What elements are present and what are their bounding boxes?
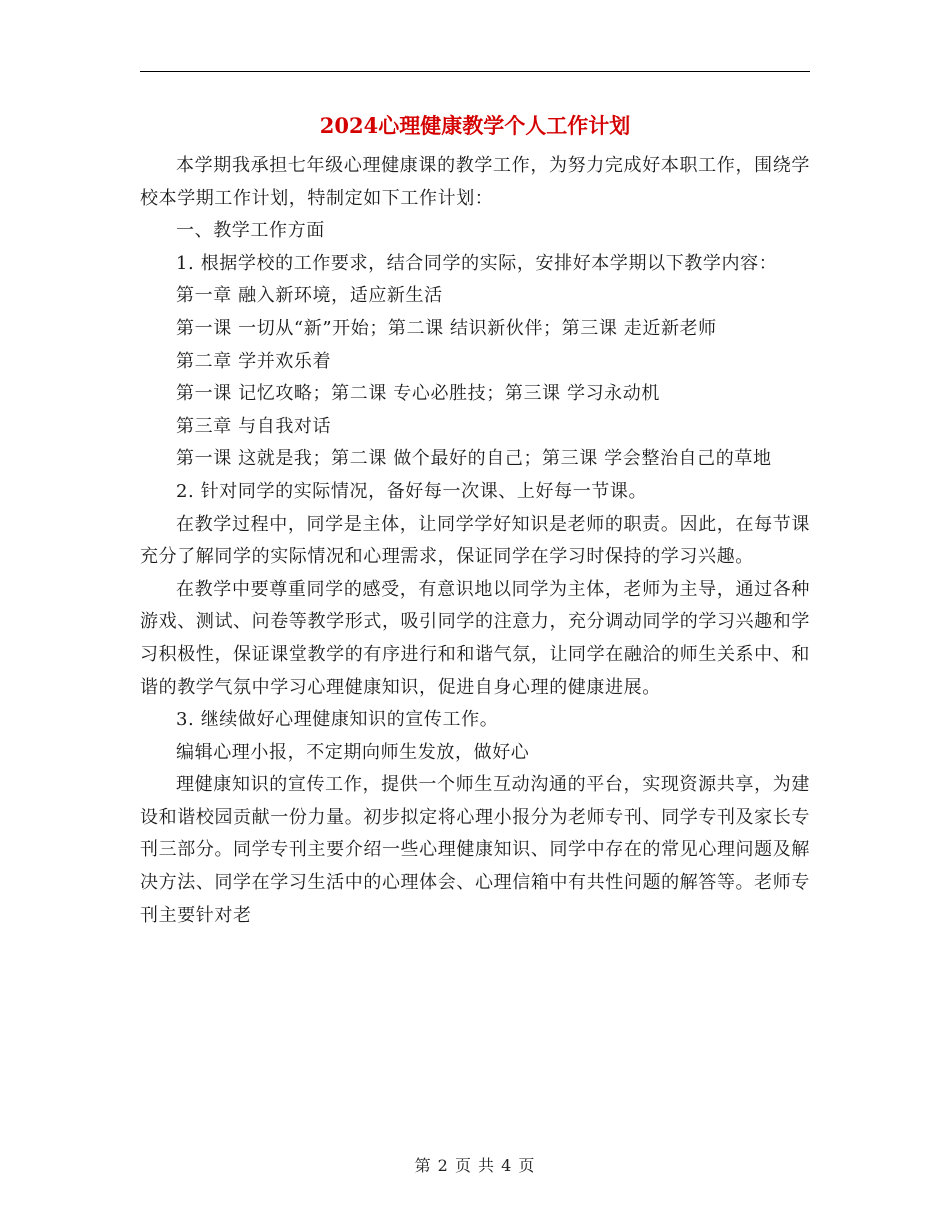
chapter-heading: 第一章 融入新环境，适应新生活 (176, 285, 443, 307)
section-heading: 一、教学工作方面 (176, 220, 325, 242)
lesson-list: 第一课 这就是我；第二课 做个最好的自己；第三课 学会整治自己的草地 (176, 448, 772, 470)
lesson-list: 第一课 记忆攻略；第二课 专心必胜技；第三课 学习永动机 (176, 383, 660, 405)
paragraph: 本学期我承担七年级心理健康课的教学工作，为努力完成好本职工作，围绕学校本学期工作计划，特制定如下工作计划： (140, 155, 810, 209)
paragraph: 在教学过程中，同学是主体，让同学学好知识是老师的职责。因此，在每节课充分了解同学的实际情况和心理需求，保证同学在学习时保持的学习兴趣。 (140, 513, 810, 568)
paragraph: 3. 继续做好心理健康知识的宣传工作。 (176, 709, 499, 731)
paragraph: 在教学中要尊重同学的感受，有意识地以同学为主体，老师为主导，通过各种游戏、测试、问卷等教学形式，吸引同学的注意力，充分调动同学的学习兴趣和学习积极性，保证课堂教学的有序进行和和谐气氛，让同学在融洽的师生关系中、和谐的教学气氛中学习心理健康知识，促进自身心理的健康进展。 (140, 578, 810, 698)
page-number: 第 2 页 共 4 页 (414, 1156, 536, 1175)
chapter-heading: 第二章 学并欢乐着 (176, 350, 332, 372)
paragraph: 2. 针对同学的实际情况，备好每一次课、上好每一节课。 (176, 480, 648, 502)
paragraph: 1. 根据学校的工作要求，结合同学的实际，安排好本学期以下教学内容： (176, 252, 778, 274)
paragraph: 编辑心理小报，不定期向师生发放，做好心 (176, 741, 530, 763)
chapter-heading: 第三章 与自我对话 (176, 415, 332, 437)
paragraph: 理健康知识的宣传工作，提供一个师生互动沟通的平台，实现资源共享，为建设和谐校园贡献一份力量。初步拟定将心理小报分为老师专刊、同学专刊及家长专刊三部分。同学专刊主要介绍一些心理健康知识、同学中存在的常见心理问题及解决方法、同学在学习生活中的心理体会、心理信箱中有共性问题的解答等。老师专刊主要针对老 (140, 774, 810, 926)
lesson-list: 第一课 一切从“新”开始；第二课 结识新伙伴；第三课 走近新老师 (176, 317, 717, 339)
header-rule (140, 71, 810, 72)
document-title: 2024心理健康教学个人工作计划 (319, 113, 631, 138)
document-body (140, 150, 810, 932)
